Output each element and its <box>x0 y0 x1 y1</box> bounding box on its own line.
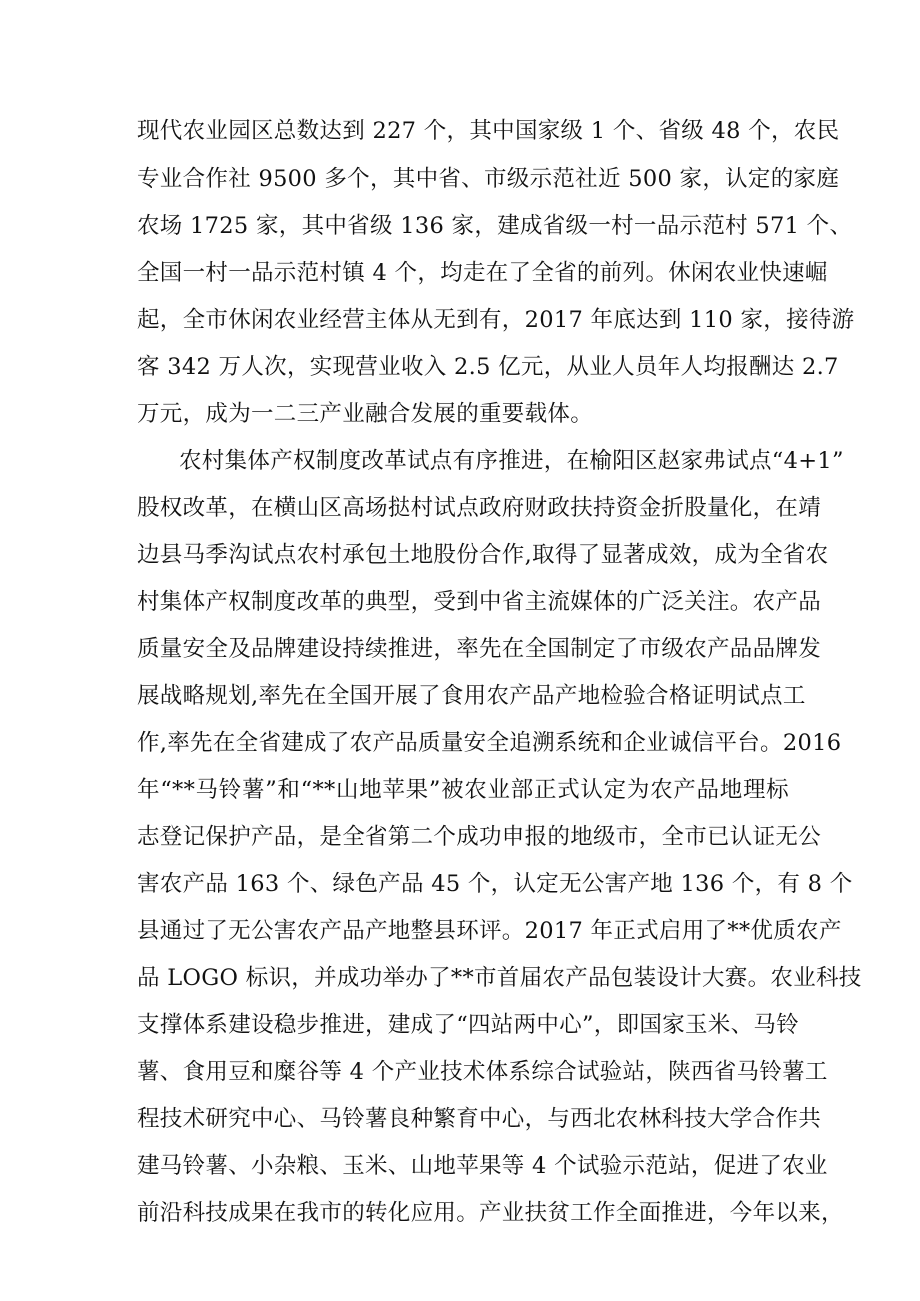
p2-line-4: 村集体产权制度改革的典型，受到中省主流媒体的广泛关注。农产品 <box>137 589 822 615</box>
p1-line-7: 万元，成为一二三产业融合发展的重要载体。 <box>137 401 594 427</box>
p2-line-6: 展战略规划,率先在全国开展了食用农产品产地检验合格证明试点工 <box>137 683 806 709</box>
p2-line-10: 害农产品 163 个、绿色产品 45 个，认定无公害产地 136 个，有 8 个 <box>137 871 853 897</box>
p2-line-11: 县通过了无公害农产品产地整县环评。2017 年正式启用了**优质农产 <box>137 918 842 944</box>
p1-line-5: 起，全市休闲农业经营主体从无到有，2017 年底达到 110 家，接待游 <box>137 307 855 333</box>
p1-line-1: 现代农业园区总数达到 227 个，其中国家级 1 个、省级 48 个，农民 <box>137 118 840 144</box>
p2-line-14: 薯、食用豆和糜谷等 4 个产业技术体系综合试验站，陕西省马铃薯工 <box>137 1059 828 1085</box>
p2-line-1: 农村集体产权制度改革试点有序推进，在榆阳区赵家弗试点“4+1” <box>179 448 844 474</box>
p2-line-7: 作,率先在全省建成了农产品质量安全追溯系统和企业诚信平台。2016 <box>137 730 842 756</box>
p2-line-3: 边县马季沟试点农村承包土地股份合作,取得了显著成效，成为全省农 <box>137 542 829 568</box>
p2-line-13: 支撑体系建设稳步推进，建成了“四站两中心”，即国家玉米、马铃 <box>137 1012 800 1038</box>
p2-line-8: 年“**马铃薯”和“**山地苹果”被农业部正式认定为农产品地理标 <box>137 777 789 803</box>
p2-line-5: 质量安全及品牌建设持续推进，率先在全国制定了市级农产品品牌发 <box>137 636 822 662</box>
p1-line-4: 全国一村一品示范村镇 4 个，均走在了全省的前列。休闲农业快速崛 <box>137 260 828 286</box>
p2-line-17: 前沿科技成果在我市的转化应用。产业扶贫工作全面推进，今年以来， <box>137 1200 844 1226</box>
p2-line-16: 建马铃薯、小杂粮、玉米、山地苹果等 4 个试验示范站，促进了农业 <box>137 1153 828 1179</box>
p1-line-3: 农场 1725 家，其中省级 136 家，建成省级一村一品示范村 571 个、 <box>137 213 853 239</box>
p1-line-6: 客 342 万人次，实现营业收入 2.5 亿元，从业人员年人均报酬达 2.7 <box>137 354 839 380</box>
p2-line-15: 程技术研究中心、马铃薯良种繁育中心，与西北农林科技大学合作共 <box>137 1106 822 1132</box>
p1-line-2: 专业合作社 9500 多个，其中省、市级示范社近 500 家，认定的家庭 <box>137 166 840 192</box>
p2-line-2: 股权改革，在横山区高场挞村试点政府财政扶持资金折股量化，在靖 <box>137 495 822 521</box>
p2-line-12: 品 LOGO 标识，并成功举办了**市首届农产品包装设计大赛。农业科技 <box>137 965 862 991</box>
p2-line-9: 志登记保护产品，是全省第二个成功申报的地级市，全市已认证无公 <box>137 824 822 850</box>
